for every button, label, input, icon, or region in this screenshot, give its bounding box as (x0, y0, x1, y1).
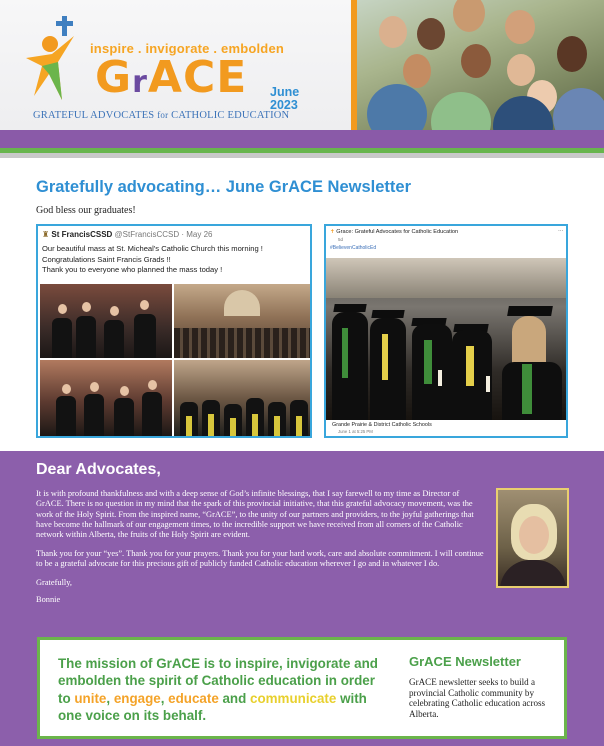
newsletter-box-body: GrACE newsletter seeks to build a provincial Catholic community by celebrating Catholic education across Alberta. (409, 677, 546, 719)
facebook-post-card (324, 224, 568, 438)
more-options-icon: ⋯ (558, 229, 564, 235)
logo-figure-icon (22, 14, 94, 106)
facebook-hashtag: #BelievenCatholicEd (330, 245, 377, 251)
letter-signature: Bonnie (36, 595, 61, 605)
letter-paragraph: Thank you for your “yes”. Thank you for your prayers. Thank you for your hard work, care and absolute commitment. I will continue to be a grateful advocate for this precious gift of publicly funded Catholic education wherever I go and in whatever I do. (36, 548, 484, 569)
tweet-text: Our beautiful mass at St. Micheal's Catholic Church this morning ! Congratulations Saint Francis Grads !! Thank you to everyone who planned the mass today ! (42, 244, 263, 274)
graduation-ceremony-photo (326, 258, 566, 420)
grace-logo (0, 0, 351, 130)
newsletter-title: Gratefully advocating… June GrACE Newsletter (36, 178, 412, 196)
mission-statement: The mission of GrACE is to inspire, invigorate and embolden the spirit of Catholic education in order to unite, engage, educate and communicate with one voice on its behalf. (58, 656, 378, 723)
account-crest-icon: ♜ (42, 230, 50, 239)
letter-paragraph: It is with profound thankfulness and with a deep sense of God’s infinite blessings, that I say farewell to my time as Director of GrACE. There is no question in my mind that the spark of this provincial initiative, that this grateful advocacy movement, was the work of the Holy Spirit. From the inspired name, “GrACE”, to the unity of our partners and providers, to the joyful gatherings that have become the hallmark of our engagement times, to the incredible support we have received from all corners of the Catholic network within Alberta, the fruits of the Holy Spirit are evident. (36, 489, 474, 540)
header-grey-rule (0, 153, 604, 158)
letter-heading: Dear Advocates, (36, 461, 161, 478)
newsletter-header (0, 0, 604, 148)
children-group-photo (357, 0, 604, 130)
issue-date: June 2023 (270, 85, 300, 112)
letter-body (36, 489, 488, 614)
header-purple-band (0, 130, 604, 148)
facebook-post-date: 5d (338, 237, 344, 242)
tweet-card (36, 224, 312, 438)
shared-from-page: Grande Prairie & District Catholic Schools (332, 422, 432, 428)
tweet-photo-church (174, 284, 310, 358)
facebook-post-header: ✝ Grace: Grateful Advocates for Catholic Education ⋯ (330, 229, 564, 235)
mission-box (37, 637, 567, 739)
logo-tagline: inspire . invigorate . embolden (90, 41, 285, 56)
logo-wordmark: GrACE (95, 52, 248, 103)
letter-closing: Gratefully, (36, 578, 72, 588)
tweet-header: ♜ St FrancisCSSD @StFrancisCCSD · May 26 (42, 230, 213, 239)
tweet-photo-singers (40, 360, 172, 436)
director-portrait (496, 488, 569, 588)
page-avatar-icon: ✝ (330, 229, 335, 235)
newsletter-box-title: GrACE Newsletter (409, 654, 521, 669)
logo-subtitle: GRATEFUL ADVOCATES for CATHOLIC EDUCATION (33, 110, 290, 121)
tweet-photo-choir (40, 284, 172, 358)
intro-greeting: God bless our graduates! (36, 205, 136, 216)
tweet-photo-graduates (174, 360, 310, 436)
shared-from-date: June 1 at 5:25 PM (338, 429, 373, 434)
